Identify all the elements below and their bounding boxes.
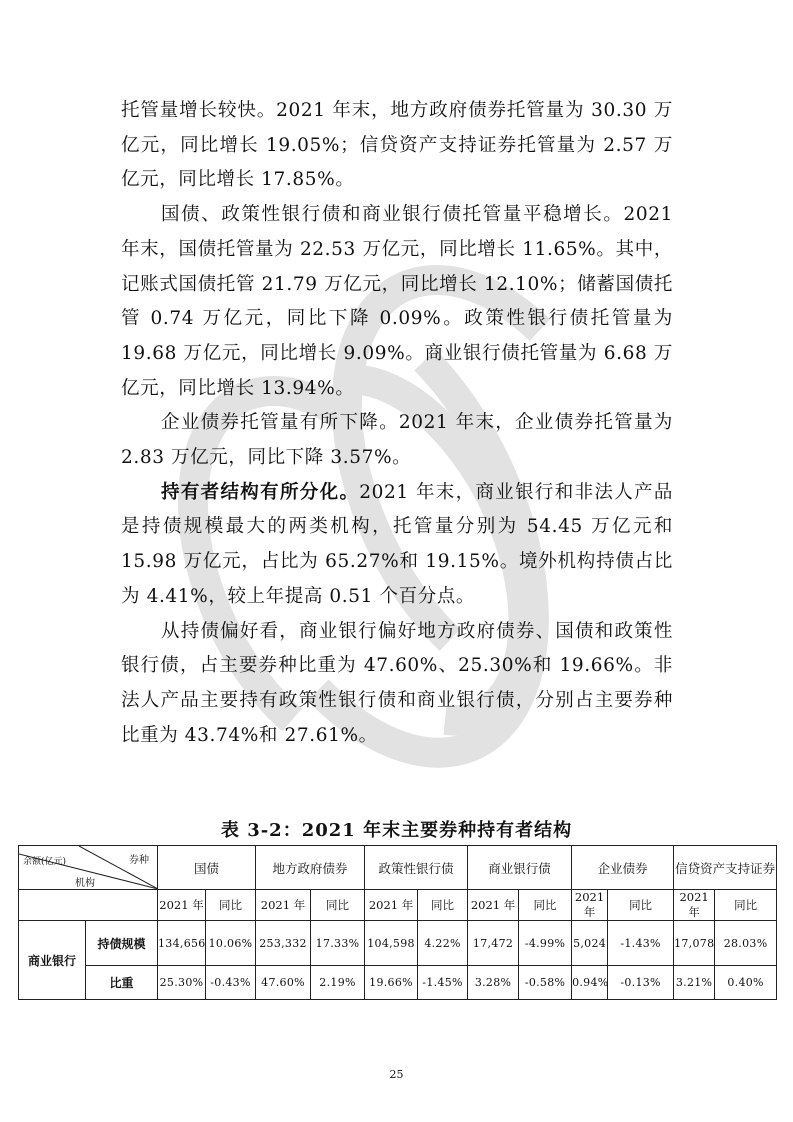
corner-institution-label: 机构 bbox=[75, 878, 95, 889]
sub-header-yoy: 同比 bbox=[311, 890, 365, 921]
table-cell: 17,472 bbox=[468, 921, 519, 966]
paragraph-1: 托管量增长较快。2021 年末，地方政府债券托管量为 30.30 万亿元，同比增长 19.05%；信贷资产支持证券托管量为 2.57 万亿元，同比增长 17.85%。 bbox=[121, 100, 673, 191]
sub-header-year: 2021 年 bbox=[572, 890, 608, 921]
blank-cell bbox=[19, 890, 158, 921]
bond-type-header: 商业银行债 bbox=[468, 846, 572, 890]
table-cell: 134,656 bbox=[158, 921, 206, 966]
table-cell: 17.33% bbox=[311, 921, 365, 966]
sub-header-yoy: 同比 bbox=[608, 890, 674, 921]
corner-bond-type-label: 券种 bbox=[129, 855, 149, 866]
paragraph-4-body: 2021 年末，商业银行和非法人产品是持债规模最大的两类机构，托管量分别为 54.45 万亿元和 15.98 万亿元，占比为 65.27%和 19.15%。境外机构持债占比为 4.41%，较上年提高 0.51 个百分点。 bbox=[121, 481, 673, 607]
corner-unit-label: 余额(亿元) bbox=[23, 857, 67, 867]
sub-header-yoy: 同比 bbox=[418, 890, 468, 921]
bond-type-header: 企业债券 bbox=[572, 846, 674, 890]
sub-header-yoy: 同比 bbox=[715, 890, 777, 921]
table-cell: 0.40% bbox=[715, 966, 777, 1000]
table-cell: 19.66% bbox=[365, 966, 418, 1000]
table-header-row bbox=[19, 846, 777, 890]
sub-header-yoy: 同比 bbox=[519, 890, 572, 921]
table-cell: -4.99% bbox=[519, 921, 572, 966]
row-label: 比重 bbox=[86, 966, 158, 1000]
row-label: 持债规模 bbox=[86, 921, 158, 966]
table-cell: 17,078 bbox=[674, 921, 715, 966]
sub-header-year: 2021 年 bbox=[256, 890, 311, 921]
paragraph-4-heading: 持有者结构有所分化。 bbox=[161, 481, 360, 503]
table-cell: 47.60% bbox=[256, 966, 311, 1000]
table-cell: 2.19% bbox=[311, 966, 365, 1000]
body-text bbox=[121, 94, 673, 753]
sub-header-yoy: 同比 bbox=[206, 890, 256, 921]
table-cell: -0.13% bbox=[608, 966, 674, 1000]
table-cell: -0.43% bbox=[206, 966, 256, 1000]
paragraph-4 bbox=[121, 476, 673, 615]
table-corner-cell bbox=[19, 846, 158, 890]
table-cell: -1.45% bbox=[418, 966, 468, 1000]
table-cell: 104,598 bbox=[365, 921, 418, 966]
table-row bbox=[19, 966, 777, 1000]
table-cell: -1.43% bbox=[608, 921, 674, 966]
paragraph-2: 国债、政策性银行债和商业银行债托管量平稳增长。2021 年末，国债托管量为 22.53 万亿元，同比增长 11.65%。其中，记账式国债托管 21.79 万亿元，同比增长 12.10%；储蓄国债托管 0.74 万亿元，同比下降 0.09%。政策性银行债托管量为 19.68 万亿元，同比增长 9.09%。商业银行债托管量为 6.68 万亿元，同比增长 13.94%。 bbox=[121, 204, 673, 399]
table-subheader-row bbox=[19, 890, 777, 921]
sub-header-year: 2021 年 bbox=[158, 890, 206, 921]
paragraph-3: 企业债券托管量有所下降。2021 年末，企业债券托管量为 2.83 万亿元，同比下降 3.57%。 bbox=[121, 412, 673, 469]
table-cell: 25.30% bbox=[158, 966, 206, 1000]
bond-type-header: 国债 bbox=[158, 846, 256, 890]
table-cell: 0.94% bbox=[572, 966, 608, 1000]
sub-header-year: 2021 年 bbox=[674, 890, 715, 921]
page-number: 25 bbox=[389, 1068, 404, 1081]
table-cell: 3.21% bbox=[674, 966, 715, 1000]
institution-label: 商业银行 bbox=[19, 921, 86, 1000]
bond-type-header: 地方政府债券 bbox=[256, 846, 365, 890]
bond-type-header: 政策性银行债 bbox=[365, 846, 468, 890]
table-cell: -0.58% bbox=[519, 966, 572, 1000]
table-row bbox=[19, 921, 777, 966]
sub-header-year: 2021 年 bbox=[468, 890, 519, 921]
sub-header-year: 2021 年 bbox=[365, 890, 418, 921]
table-cell: 5,024 bbox=[572, 921, 608, 966]
holder-structure-table bbox=[18, 845, 777, 1000]
table-cell: 28.03% bbox=[715, 921, 777, 966]
table-cell: 3.28% bbox=[468, 966, 519, 1000]
table-cell: 4.22% bbox=[418, 921, 468, 966]
bond-type-header: 信贷资产支持证券 bbox=[674, 846, 777, 890]
paragraph-5: 从持债偏好看，商业银行偏好地方政府债券、国债和政策性银行债，占主要券种比重为 47.60%、25.30%和 19.66%。非法人产品主要持有政策性银行债和商业银行债，分别占主要券种比重为 43.74%和 27.61%。 bbox=[121, 620, 673, 746]
table-title: 表 3-2：2021 年末主要券种持有者结构 bbox=[220, 820, 573, 841]
table-cell: 253,332 bbox=[256, 921, 311, 966]
table-cell: 10.06% bbox=[206, 921, 256, 966]
